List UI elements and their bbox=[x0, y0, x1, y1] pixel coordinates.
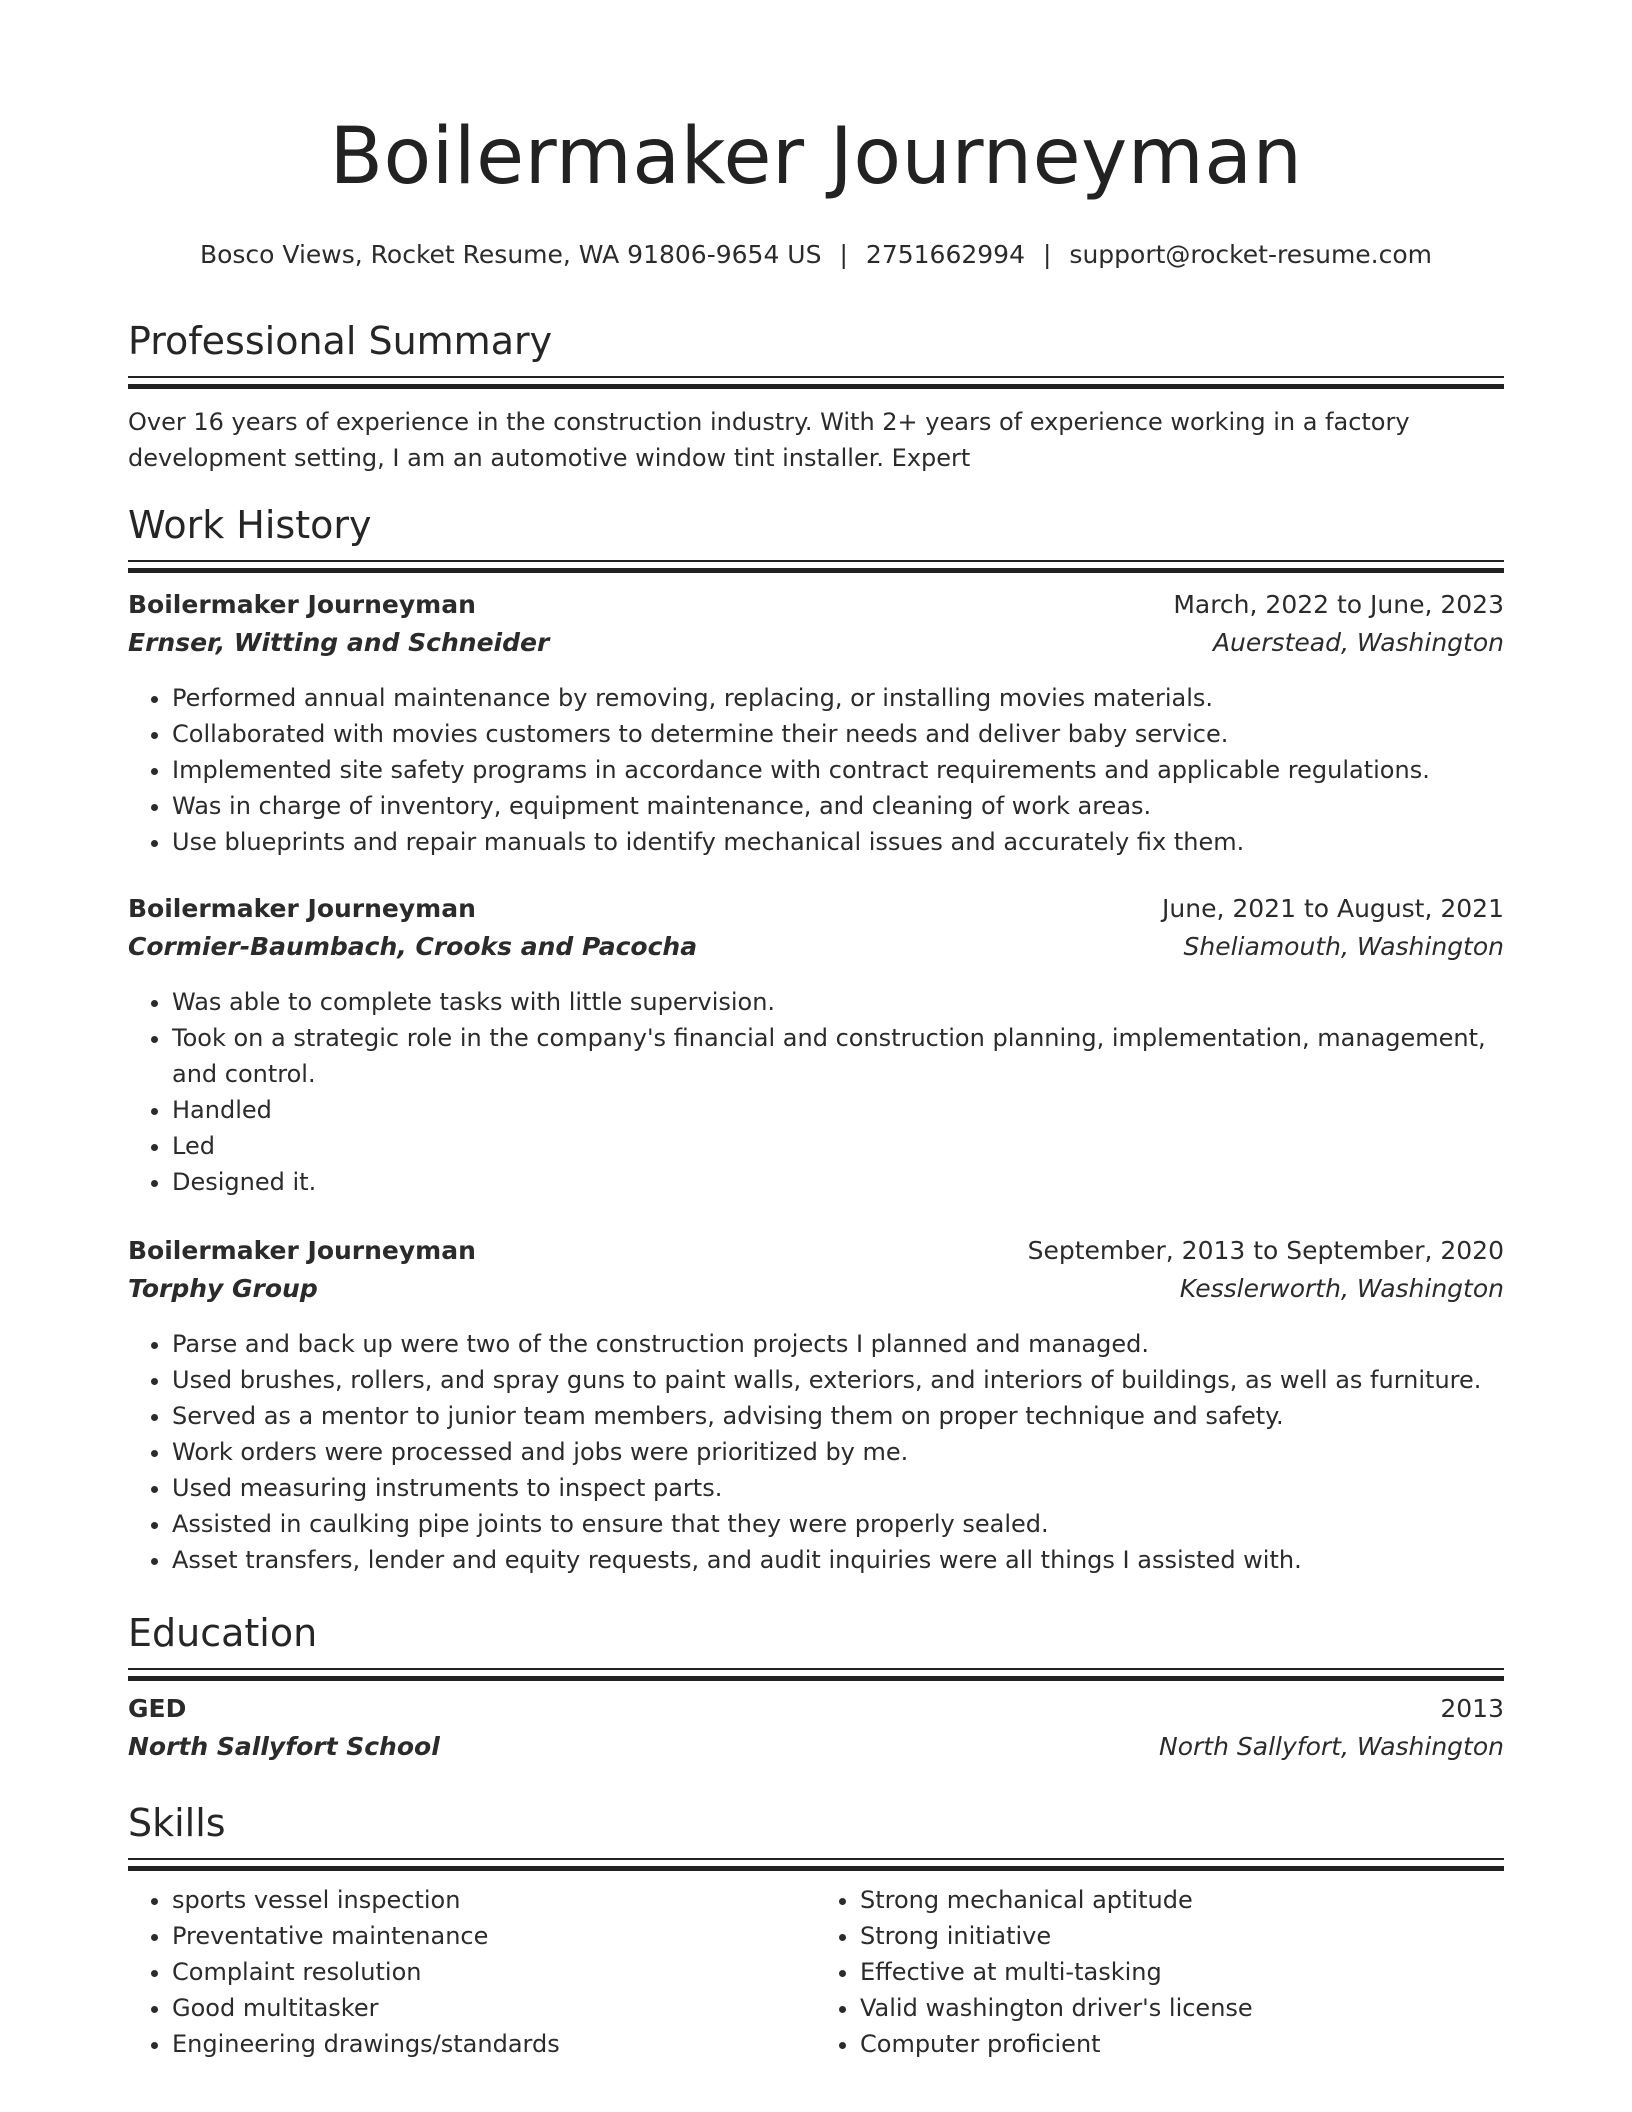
skill-item: • Preventative maintenance bbox=[172, 1918, 816, 1954]
job-bullet: • Was in charge of inventory, equipment maintenance, and cleaning of work areas. bbox=[172, 788, 1504, 824]
skill-item: • Engineering drawings/standards bbox=[172, 2026, 816, 2062]
job-bullet: • Performed annual maintenance by removing, replacing, or installing movies materials. bbox=[172, 680, 1504, 716]
job-bullet: • Parse and back up were two of the construction projects I planned and managed. bbox=[172, 1326, 1504, 1362]
job-bullet: • Use blueprints and repair manuals to identify mechanical issues and accurately fix them. bbox=[172, 824, 1504, 860]
job-bullet-list bbox=[128, 984, 1504, 1200]
job-dates: June, 2021 to August, 2021 bbox=[1162, 894, 1504, 923]
job-title: Boilermaker Journeyman bbox=[128, 1236, 476, 1265]
skills-list-right bbox=[816, 1882, 1504, 2062]
section-divider bbox=[128, 560, 1504, 574]
job-bullet: • Led bbox=[172, 1128, 1504, 1164]
section-divider bbox=[128, 1668, 1504, 1682]
job-dates: March, 2022 to June, 2023 bbox=[1173, 590, 1504, 619]
job-title: Boilermaker Journeyman bbox=[128, 894, 476, 923]
job-dates: September, 2013 to September, 2020 bbox=[1027, 1236, 1504, 1265]
section-divider bbox=[128, 376, 1504, 390]
job-bullet: • Implemented site safety programs in accordance with contract requirements and applicable regulations. bbox=[172, 752, 1504, 788]
education-location: North Sallyfort, Washington bbox=[1159, 1732, 1504, 1761]
summary-section bbox=[128, 319, 1504, 476]
job-bullet: • Collaborated with movies customers to determine their needs and deliver baby service. bbox=[172, 716, 1504, 752]
skill-item: • Strong mechanical aptitude bbox=[860, 1882, 1504, 1918]
section-title-summary: Professional Summary bbox=[128, 319, 553, 363]
job-bullet-list bbox=[128, 1326, 1504, 1578]
job-bullet: • Used measuring instruments to inspect parts. bbox=[172, 1470, 1504, 1506]
job-bullet: • Assisted in caulking pipe joints to ensure that they were properly sealed. bbox=[172, 1506, 1504, 1542]
section-divider bbox=[128, 1858, 1504, 1872]
candidate-name: Boilermaker Journeyman bbox=[329, 112, 1303, 202]
summary-text: Over 16 years of experience in the construction industry. With 2+ years of experience working in a factory development setting, I am an automotive window tint installer. Expert bbox=[128, 408, 1410, 472]
job-location: Kesslerworth, Washington bbox=[1179, 1274, 1504, 1303]
work-history-section bbox=[128, 503, 1504, 574]
skill-item: • sports vessel inspection bbox=[172, 1882, 816, 1918]
contact-address: Bosco Views, Rocket Resume, WA 91806-9654 US bbox=[199, 240, 822, 269]
job-entry bbox=[128, 1236, 1504, 1578]
job-company: Ernser, Witting and Schneider bbox=[128, 628, 550, 657]
job-location: Auerstead, Washington bbox=[1212, 628, 1504, 657]
section-title-skills: Skills bbox=[128, 1801, 226, 1845]
job-bullet-list bbox=[128, 680, 1504, 860]
job-bullet: • Was able to complete tasks with little supervision. bbox=[172, 984, 1504, 1020]
skills-columns bbox=[128, 1882, 1504, 2062]
job-entry bbox=[128, 894, 1504, 1200]
education-section bbox=[128, 1611, 1504, 1770]
skill-item: • Complaint resolution bbox=[172, 1954, 816, 1990]
job-bullet: • Handled bbox=[172, 1092, 1504, 1128]
contact-separator: | bbox=[1042, 240, 1052, 269]
job-bullet: • Designed it. bbox=[172, 1164, 1504, 1200]
skills-list-left bbox=[128, 1882, 816, 2062]
skill-item: • Effective at multi-tasking bbox=[860, 1954, 1504, 1990]
education-degree: GED bbox=[128, 1694, 187, 1723]
job-location: Sheliamouth, Washington bbox=[1183, 932, 1504, 961]
skill-item: • Good multitasker bbox=[172, 1990, 816, 2026]
job-bullet: • Work orders were processed and jobs were prioritized by me. bbox=[172, 1434, 1504, 1470]
skill-item: • Valid washington driver's license bbox=[860, 1990, 1504, 2026]
section-title-education: Education bbox=[128, 1611, 318, 1655]
job-company: Cormier-Baumbach, Crooks and Pacocha bbox=[128, 932, 698, 961]
job-bullet: • Asset transfers, lender and equity requests, and audit inquiries were all things I assisted with. bbox=[172, 1542, 1504, 1578]
contact-phone: 2751662994 bbox=[865, 240, 1025, 269]
job-entry bbox=[128, 590, 1504, 860]
education-school: North Sallyfort School bbox=[128, 1732, 440, 1761]
job-company: Torphy Group bbox=[128, 1274, 318, 1303]
education-year: 2013 bbox=[1440, 1694, 1504, 1723]
contact-separator: | bbox=[839, 240, 848, 269]
skill-item: • Computer proficient bbox=[860, 2026, 1504, 2062]
contact-line bbox=[128, 242, 1504, 267]
job-title: Boilermaker Journeyman bbox=[128, 590, 476, 619]
skill-item: • Strong initiative bbox=[860, 1918, 1504, 1954]
skills-section bbox=[128, 1801, 1504, 2062]
section-title-work-history: Work History bbox=[128, 503, 372, 547]
contact-email[interactable]: support@rocket-resume.com bbox=[1069, 240, 1433, 269]
job-bullet: • Served as a mentor to junior team members, advising them on proper technique and safety. bbox=[172, 1398, 1504, 1434]
job-bullet: • Took on a strategic role in the company's financial and construction planning, implementation, management, and control. bbox=[172, 1020, 1504, 1092]
job-bullet: • Used brushes, rollers, and spray guns to paint walls, exteriors, and interiors of buildings, as well as furniture. bbox=[172, 1362, 1504, 1398]
